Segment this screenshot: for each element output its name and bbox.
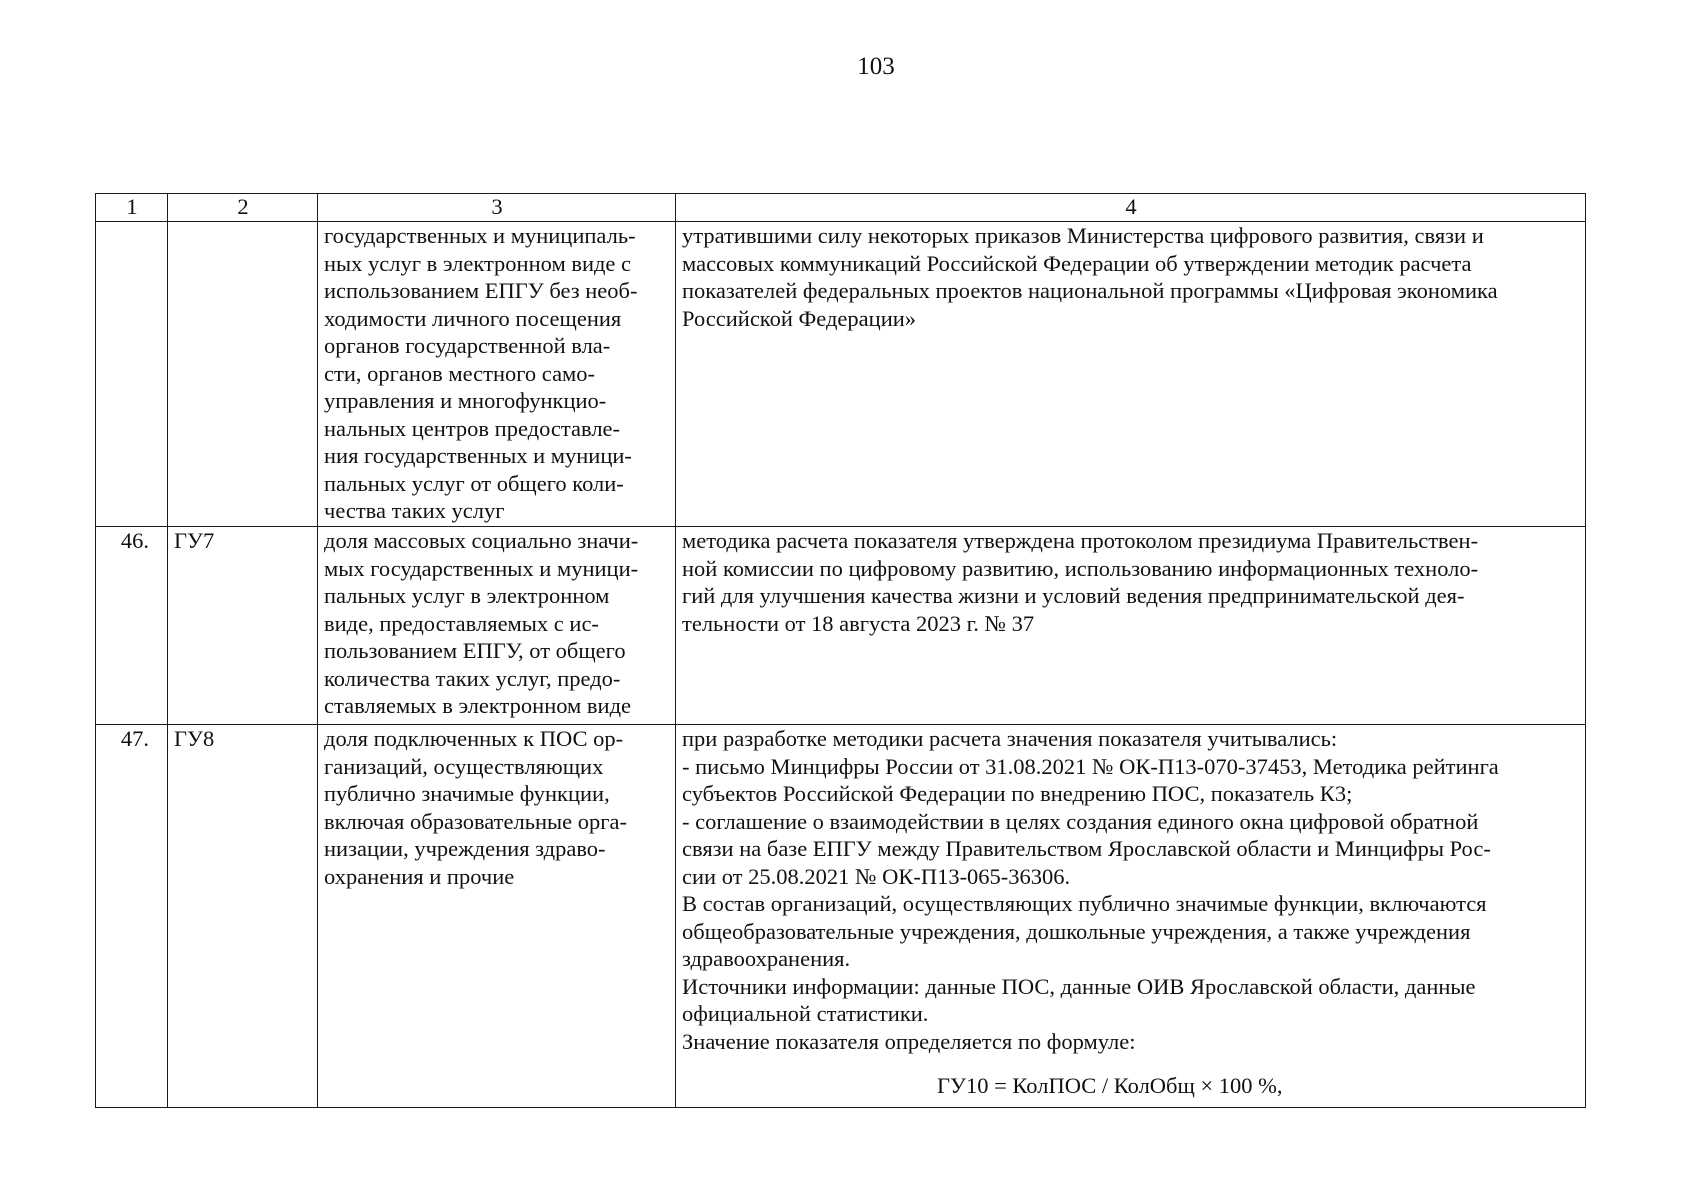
- formula: ГУ10 = КолПОС / КолОбщ × 100 %,: [937, 1073, 1283, 1098]
- indicator-line: включая образовательные орга-: [324, 808, 627, 834]
- row-number-cell: 47.: [96, 725, 168, 1108]
- method-line: Российской Федерации»: [682, 305, 917, 331]
- indicator-line: государственных и муниципаль-: [324, 223, 636, 248]
- method-line: Источники информации: данные ПОС, данные ОИВ Ярославской области, данные: [682, 973, 1476, 999]
- method-line: гий для улучшения качества жизни и условий ведения предпринимательской дея-: [682, 583, 1465, 608]
- row-number-cell: 46.: [96, 527, 168, 725]
- indicator-line: сти, органов местного само-: [324, 360, 596, 386]
- row-method-cell: [676, 222, 1586, 527]
- indicator-line: использованием ЕПГУ без необ-: [324, 278, 638, 303]
- method-line: здравоохранения.: [682, 946, 851, 971]
- method-line: - письмо Минцифры России от 31.08.2021 № ОК-П13-070-37453, Методика рейтинга: [682, 753, 1499, 779]
- method-line: В состав организаций, осуществляющих публично значимые функции, включаются: [682, 891, 1487, 916]
- indicator-line: мых государственных и муници-: [324, 555, 639, 581]
- method-line: Значение показателя определяется по формуле:: [682, 1028, 1136, 1054]
- row-indicator-cell: [318, 222, 676, 527]
- indicator-line: доля подключенных к ПОС ор-: [324, 726, 624, 751]
- table-row: [96, 222, 1586, 527]
- method-line: связи на базе ЕПГУ между Правительством Ярославской области и Минцифры Рос-: [682, 836, 1491, 861]
- methodology-table: [95, 193, 1586, 1108]
- method-line: сии от 25.08.2021 № ОК-П13-065-36306.: [682, 863, 1071, 889]
- indicator-line: нальных центров предоставле-: [324, 415, 621, 441]
- table-header-row: [96, 194, 1586, 222]
- indicator-line: чества таких услуг: [324, 498, 505, 523]
- indicator-line: виде, предоставляемых с ис-: [324, 610, 599, 636]
- method-line: показателей федеральных проектов национальной программы «Цифровая экономика: [682, 278, 1498, 303]
- row-number-cell: [96, 222, 168, 527]
- method-line: субъектов Российской Федерации по внедрению ПОС, показатель К3;: [682, 781, 1353, 806]
- indicator-line: ходимости личного посещения: [324, 305, 622, 331]
- header-cell-4: 4: [676, 194, 1586, 222]
- table-row: [96, 527, 1586, 725]
- row-indicator-cell: [318, 725, 676, 1108]
- header-cell-2: 2: [168, 194, 318, 222]
- header-cell-3: 3: [318, 194, 676, 222]
- indicator-line: пальных услуг от общего коли-: [324, 470, 624, 496]
- indicator-line: публично значимые функции,: [324, 781, 610, 806]
- indicator-line: количества таких услуг, предо-: [324, 665, 621, 691]
- indicator-line: пальных услуг в электронном: [324, 583, 610, 608]
- method-line: тельности от 18 августа 2023 г. № 37: [682, 610, 1035, 636]
- indicator-line: низации, учреждения здраво-: [324, 836, 606, 861]
- method-line: при разработке методики расчета значения показателя учитывались:: [682, 726, 1338, 751]
- row-code-cell: [168, 222, 318, 527]
- method-line: общеобразовательные учреждения, дошкольные учреждения, а также учреждения: [682, 918, 1471, 944]
- method-line: утратившими силу некоторых приказов Министерства цифрового развития, связи и: [682, 223, 1484, 248]
- method-line: - соглашение о взаимодействии в целях создания единого окна цифровой обратной: [682, 808, 1479, 834]
- row-code-cell: ГУ7: [168, 527, 318, 725]
- indicator-line: охранения и прочие: [324, 863, 515, 889]
- indicator-line: пользованием ЕПГУ, от общего: [324, 638, 626, 663]
- method-line: методика расчета показателя утверждена протоколом президиума Правительствен-: [682, 528, 1479, 553]
- row-method-cell: [676, 527, 1586, 725]
- table-row: [96, 725, 1586, 1108]
- indicator-line: органов государственной вла-: [324, 333, 611, 358]
- header-cell-1: 1: [96, 194, 168, 222]
- row-code-cell: ГУ8: [168, 725, 318, 1108]
- row-indicator-cell: [318, 527, 676, 725]
- method-line: официальной статистики.: [682, 1001, 929, 1026]
- page-number: 103: [857, 53, 895, 80]
- indicator-line: ганизаций, осуществляющих: [324, 753, 604, 779]
- row-method-cell: [676, 725, 1586, 1108]
- method-line: ной комиссии по цифровому развитию, использованию информационных техноло-: [682, 555, 1479, 581]
- indicator-line: доля массовых социально значи-: [324, 528, 639, 553]
- indicator-line: ных услуг в электронном виде с: [324, 250, 632, 276]
- method-line: массовых коммуникаций Российской Федерации об утверждении методик расчета: [682, 250, 1472, 276]
- indicator-line: управления и многофункцио-: [324, 388, 607, 413]
- indicator-line: ставляемых в электронном виде: [324, 693, 632, 718]
- indicator-line: ния государственных и муници-: [324, 443, 632, 468]
